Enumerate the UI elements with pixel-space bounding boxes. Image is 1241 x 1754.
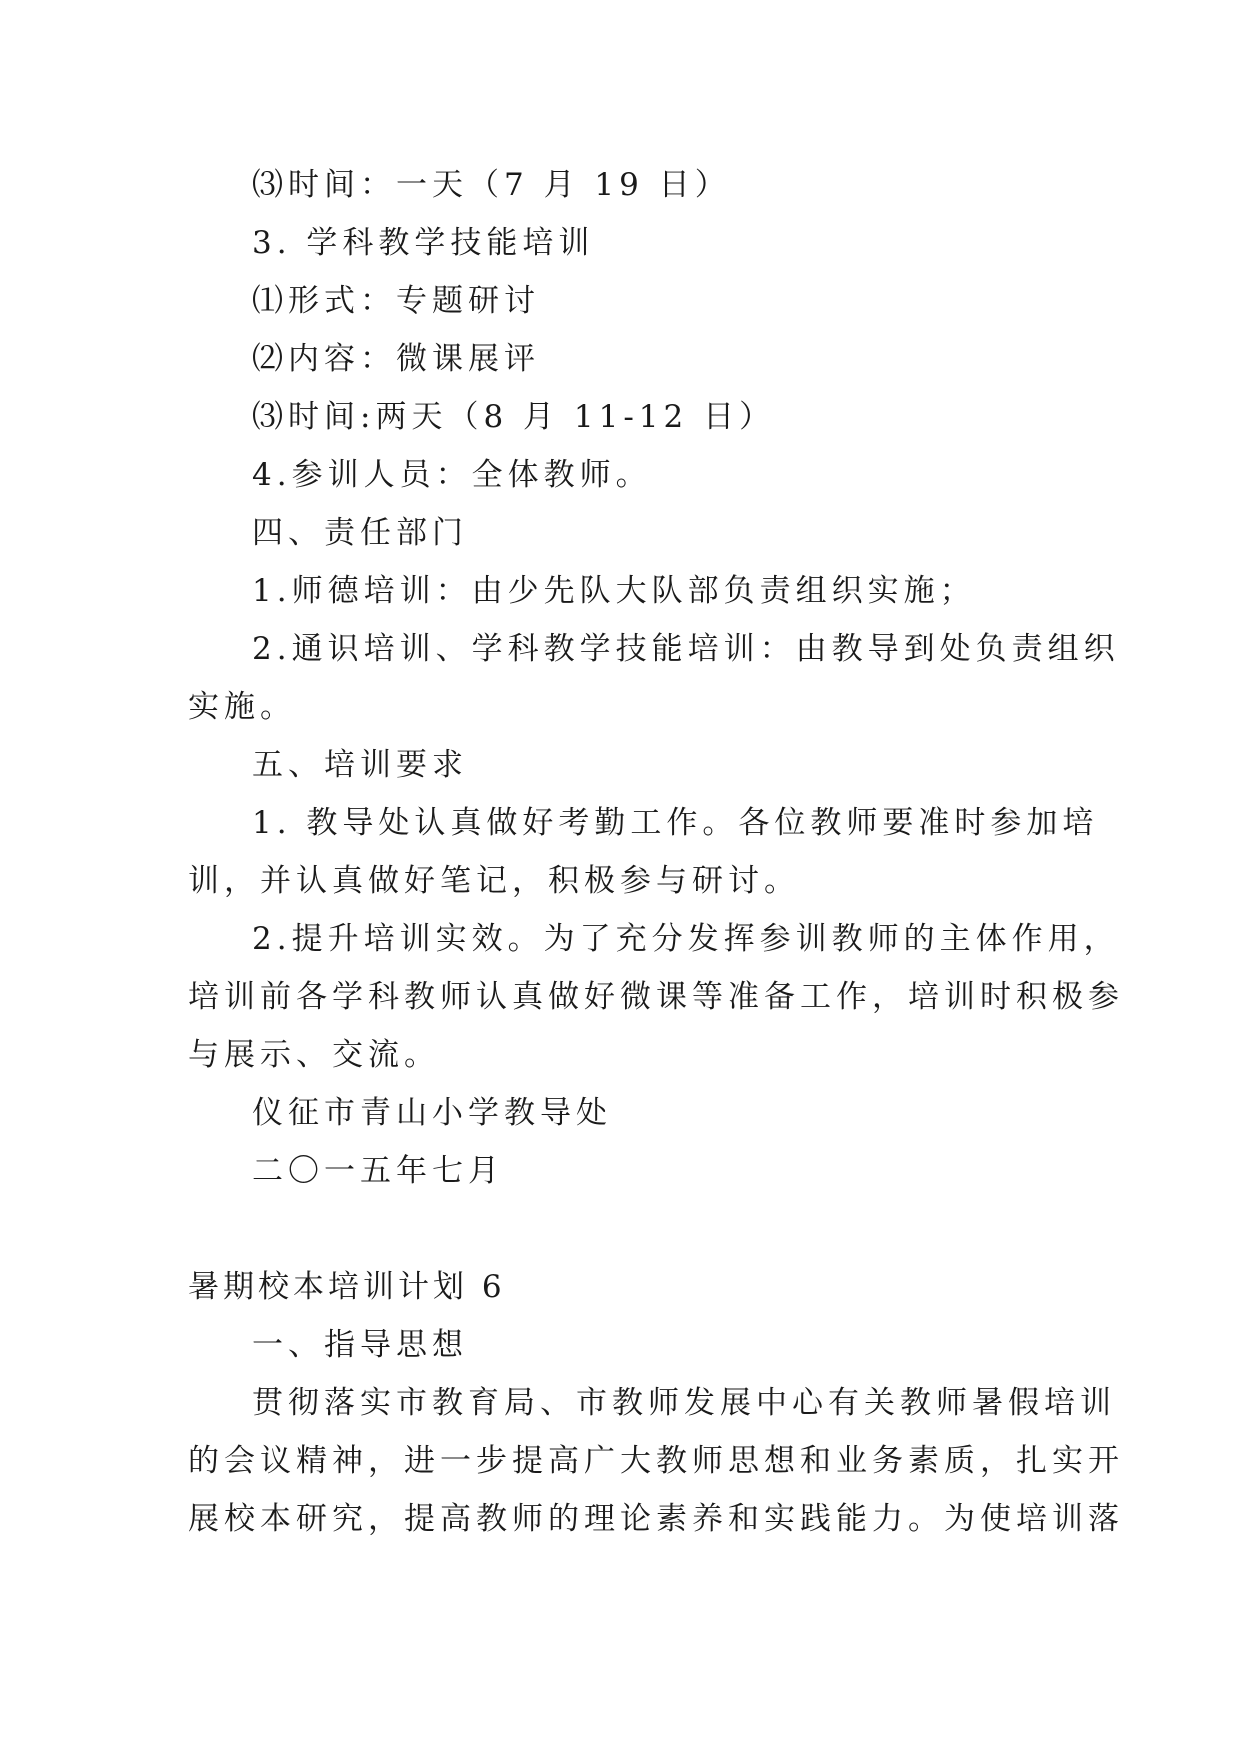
item-time-1: ⑶时间：一天（7 月 19 日） [252,167,731,203]
signature-date: 二〇一五年七月 [252,1153,504,1189]
heading-skill-training: 3. 学科教学技能培训 [252,225,595,261]
section-title: 暑期校本培训计划 6 [188,1269,506,1305]
requirement-2-end: 与展示、交流。 [188,1037,440,1073]
item-form: ⑴形式：专题研讨 [252,283,540,319]
heading-requirements: 五、培训要求 [252,747,468,783]
paragraph-line-1: 贯彻落实市教育局、市教师发展中心有关教师暑假培训 [252,1385,1116,1421]
item-ethics-training: 1.师德培训：由少先队大队部负责组织实施； [252,573,976,609]
requirement-2-cont: 培训前各学科教师认真做好微课等准备工作，培训时积极参 [188,979,1124,1015]
requirement-2: 2.提升培训实效。为了充分发挥参训教师的主体作用， [252,921,1120,957]
item-content: ⑵内容：微课展评 [252,341,540,377]
heading-responsible-dept: 四、责任部门 [252,515,468,551]
paragraph-line-3: 展校本研究，提高教师的理论素养和实践能力。为使培训落 [188,1501,1124,1537]
paragraph-line-2: 的会议精神，进一步提高广大教师思想和业务素质，扎实开 [188,1443,1124,1479]
signature-org: 仪征市青山小学教导处 [252,1095,612,1131]
heading-guiding-thought: 一、指导思想 [252,1327,468,1363]
item-participants: 4.参训人员：全体教师。 [252,457,652,493]
requirement-1-cont: 训，并认真做好笔记，积极参与研讨。 [188,863,800,899]
item-general-training: 2.通识培训、学科教学技能培训：由教导到处负责组织 [252,631,1120,667]
item-general-training-cont: 实施。 [188,689,296,725]
requirement-1: 1. 教导处认真做好考勤工作。各位教师要准时参加培 [252,805,1099,841]
item-time-2: ⑶时间:两天（8 月 11-12 日） [252,399,776,435]
